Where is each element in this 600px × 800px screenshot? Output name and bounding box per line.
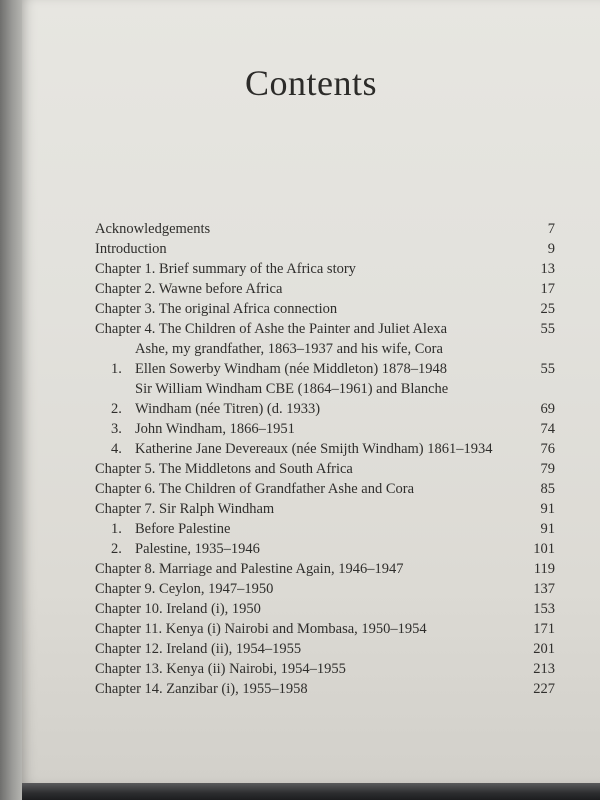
toc-entry	[95, 319, 555, 339]
toc-subentry	[95, 339, 555, 379]
toc-entry	[95, 299, 555, 319]
toc-entry-label: Chapter 12. Ireland (ii), 1954–1955	[95, 641, 302, 657]
toc-entry-label: Before Palestine	[135, 521, 231, 537]
toc-entry-label: Chapter 4. The Children of Ashe the Painter and Juliet Alexa	[95, 321, 448, 337]
toc-entry	[95, 599, 555, 619]
toc-entry-number: 2.	[111, 401, 122, 417]
toc-entry-page-number: 91	[540, 521, 555, 537]
toc-entry	[95, 219, 555, 239]
toc-subentry	[95, 419, 555, 439]
toc-entry-number: 4.	[111, 441, 122, 457]
toc-entry-label: Ashe, my grandfather, 1863–1937 and his wife, Cora Ellen Sowerby Windham (née Middleton) 1878–1948	[135, 341, 448, 377]
toc-entry-page-number: 201	[533, 641, 555, 657]
toc-entry	[95, 559, 555, 579]
toc-entry-page-number: 13	[540, 261, 555, 277]
toc-entry-page-number: 137	[533, 581, 555, 597]
toc-entry-label: Chapter 9. Ceylon, 1947–1950	[95, 581, 274, 597]
toc-entry-page-number: 85	[540, 481, 555, 497]
book-cover-edge	[0, 0, 22, 800]
toc-subentry	[95, 519, 555, 539]
toc-entry-number: 1.	[111, 521, 122, 537]
toc-entry-label: John Windham, 1866–1951	[135, 421, 295, 437]
toc-entry-label: Chapter 6. The Children of Grandfather Ashe and Cora	[95, 481, 415, 497]
toc-entry-label: Chapter 10. Ireland (i), 1950	[95, 601, 261, 617]
toc-entry	[95, 639, 555, 659]
toc-entry-label: Acknowledgements	[95, 221, 211, 237]
toc-entry	[95, 499, 555, 519]
toc-entry-number: 2.	[111, 541, 122, 557]
toc-entry-label: Palestine, 1935–1946	[135, 541, 260, 557]
toc-subentry	[95, 539, 555, 559]
toc-entry-page-number: 119	[533, 561, 555, 577]
toc-entry-page-number: 213	[533, 661, 555, 677]
toc-entry-label: Chapter 7. Sir Ralph Windham	[95, 501, 275, 517]
toc-entry	[95, 279, 555, 299]
toc-entry-page-number: 227	[533, 681, 555, 697]
toc-entry-page-number: 17	[540, 281, 555, 297]
toc-entry	[95, 679, 555, 699]
toc-entry-label: Introduction	[95, 241, 167, 257]
toc-entry-number: 3.	[111, 421, 122, 437]
toc-entry	[95, 259, 555, 279]
toc-entry	[95, 619, 555, 639]
toc-entry-page-number: 153	[533, 601, 555, 617]
toc-entry-label: Chapter 1. Brief summary of the Africa story	[95, 261, 356, 277]
toc-entry-page-number: 79	[540, 461, 555, 477]
toc-entry-page-number: 171	[533, 621, 555, 637]
toc-entry-page-number: 101	[533, 541, 555, 557]
toc-entry-page-number: 76	[540, 441, 555, 457]
toc-entry-page-number: 55	[540, 321, 555, 337]
toc-subentry	[95, 439, 555, 459]
table-of-contents	[95, 219, 555, 699]
toc-entry-label: Katherine Jane Devereaux (née Smijth Windham) 1861–1934	[135, 441, 493, 457]
page-title: Contents	[244, 63, 377, 103]
toc-entry-number: 1.	[111, 361, 122, 377]
toc-entry-page-number: 69	[540, 401, 555, 417]
toc-entry-label: Sir William Windham CBE (1864–1961) and Blanche Windham (née Titren) (d. 1933)	[135, 381, 449, 417]
toc-entry-label: Chapter 11. Kenya (i) Nairobi and Mombasa, 1950–1954	[95, 621, 427, 637]
toc-entry-label: Chapter 13. Kenya (ii) Nairobi, 1954–1955	[95, 661, 346, 677]
toc-entry-page-number: 25	[540, 301, 555, 317]
toc-entry-page-number: 55	[540, 361, 555, 377]
toc-entry-page-number: 91	[540, 501, 555, 517]
toc-entry-label: Chapter 8. Marriage and Palestine Again, 1946–1947	[95, 561, 404, 577]
toc-entry-page-number: 7	[547, 221, 555, 237]
toc-entry-label: Chapter 2. Wawne before Africa	[95, 281, 283, 297]
toc-entry	[95, 459, 555, 479]
toc-entry	[95, 659, 555, 679]
toc-entry-label: Chapter 14. Zanzibar (i), 1955–1958	[95, 681, 308, 697]
toc-entry	[95, 579, 555, 599]
toc-entry-page-number: 9	[547, 241, 555, 257]
toc-entry-page-number: 74	[540, 421, 555, 437]
toc-entry	[95, 239, 555, 259]
book-bottom-edge	[22, 783, 600, 800]
toc-subentry	[95, 379, 555, 419]
toc-entry-label: Chapter 3. The original Africa connection	[95, 301, 338, 317]
book-page	[22, 0, 600, 783]
toc-entry-label: Chapter 5. The Middletons and South Africa	[95, 461, 353, 477]
toc-entry	[95, 479, 555, 499]
